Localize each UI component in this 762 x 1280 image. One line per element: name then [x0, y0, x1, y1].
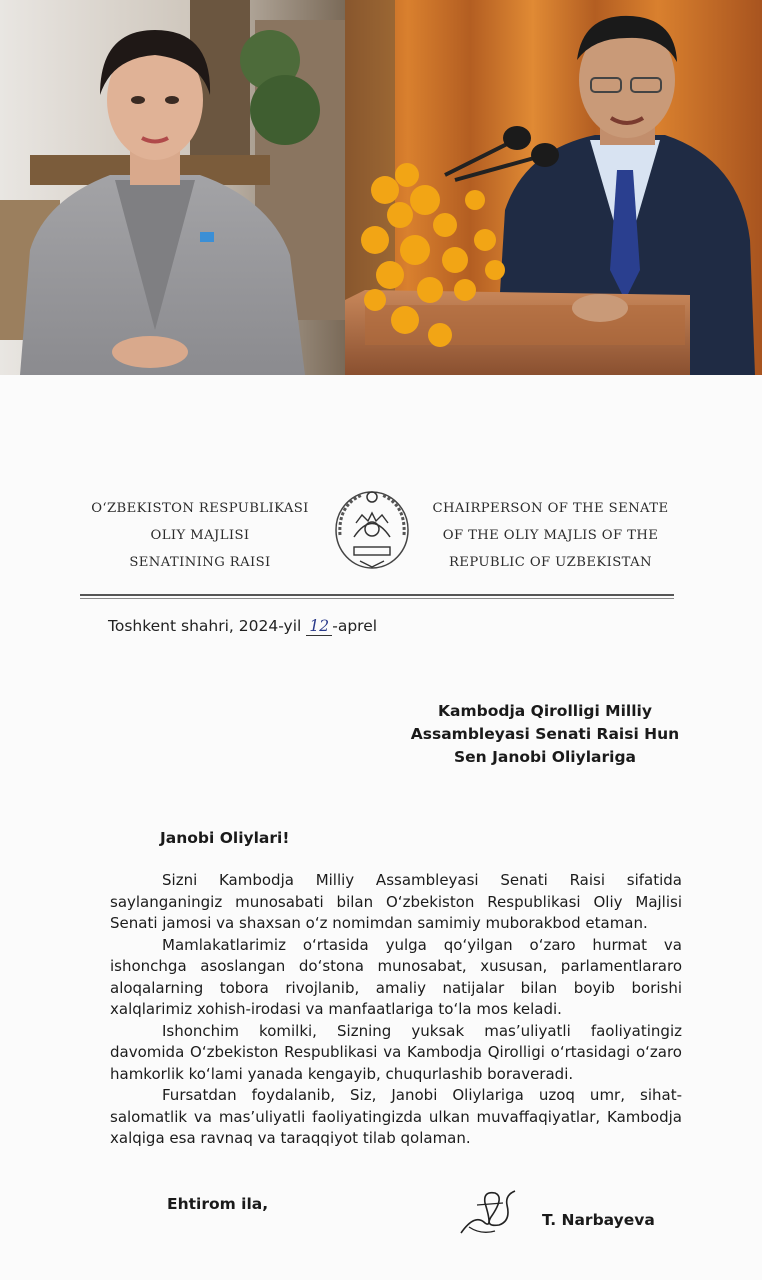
body-paragraph: Ishonchim komilki, Sizning yuksak mas’uliyatli faoliyatingiz davomida O‘zbekiston Respublikasi va Kambodja Qirolligi o‘rtasidagi o‘zaro hamkorlik ko‘lami yanada kengayib, chuqurlashib boraveradi.: [110, 1021, 682, 1083]
official-letter: [0, 375, 762, 1280]
recipient-line: Sen Janobi Oliylariga: [453, 748, 636, 766]
dateline-day: 12: [306, 617, 332, 636]
recipient-line: Assambleyasi Senati Raisi Hun: [410, 725, 680, 743]
letterhead-divider: [80, 594, 674, 599]
salutation: Janobi Oliylari!: [160, 829, 290, 847]
body-paragraph: Fursatdan foydalanib, Siz, Janobi Oliylariga uzoq umr, sihat-salomatlik va mas’uliyatli faoliyatingizda ulkan muvaffaqiyatlar, Kambodja xalqiga esa ravnaq va taraqqiyot tilab qolaman.: [110, 1086, 682, 1147]
signer-name: T. Narbayeva: [542, 1211, 655, 1229]
letterhead-english-line: OF THE OLIY MAJLIS OF THE: [442, 528, 659, 543]
left-portrait-photo: [0, 0, 345, 375]
closing-phrase: Ehtirom ila,: [167, 1195, 269, 1213]
recipient-line: Kambodja Qirolligi Milliy: [438, 702, 652, 720]
dateline: [108, 617, 377, 636]
dateline-suffix: -aprel: [332, 617, 378, 635]
letterhead-uzbek: [80, 495, 320, 576]
dateline-prefix: Toshkent shahri, 2024-yil: [108, 617, 307, 635]
body-paragraph: Mamlakatlarimiz o‘rtasida yulga qo‘yilgan o‘zaro hurmat va ishonchga asoslangan do‘stona munosabat, xususan, parlamentlararo aloqalarning tobora rivojlanib, amaliy natijalar bilan boyib borishi xalqlarimiz xohish-irodasi va manfaatlariga to‘la mos keladi.: [110, 935, 682, 1018]
letterhead-english: [428, 495, 673, 576]
state-emblem-icon: [332, 485, 412, 571]
handwritten-signature: [455, 1183, 525, 1243]
letterhead-english-line: REPUBLIC OF UZBEKISTAN: [448, 555, 653, 570]
body-paragraph: Sizni Kambodja Milliy Assambleyasi Senati Raisi sifatida saylanganingiz munosabati bilan O‘zbekiston Respublikasi Oliy Majlisi Senati jamosi va shaxsan o‘z nomimdan samimiy muborakbod etaman.: [110, 871, 682, 932]
letterhead-uzbek-line: SENATINING RAISI: [129, 555, 271, 570]
letterhead-uzbek-line: O‘ZBEKISTON RESPUBLIKASI: [91, 501, 309, 516]
letter-body: [110, 870, 682, 1150]
photo-strip: [0, 0, 762, 375]
recipient-address: [400, 700, 690, 769]
letterhead-english-line: CHAIRPERSON OF THE SENATE: [432, 501, 669, 516]
right-speaker-photo: [345, 0, 762, 375]
letterhead-uzbek-line: OLIY MAJLISI: [150, 528, 250, 543]
